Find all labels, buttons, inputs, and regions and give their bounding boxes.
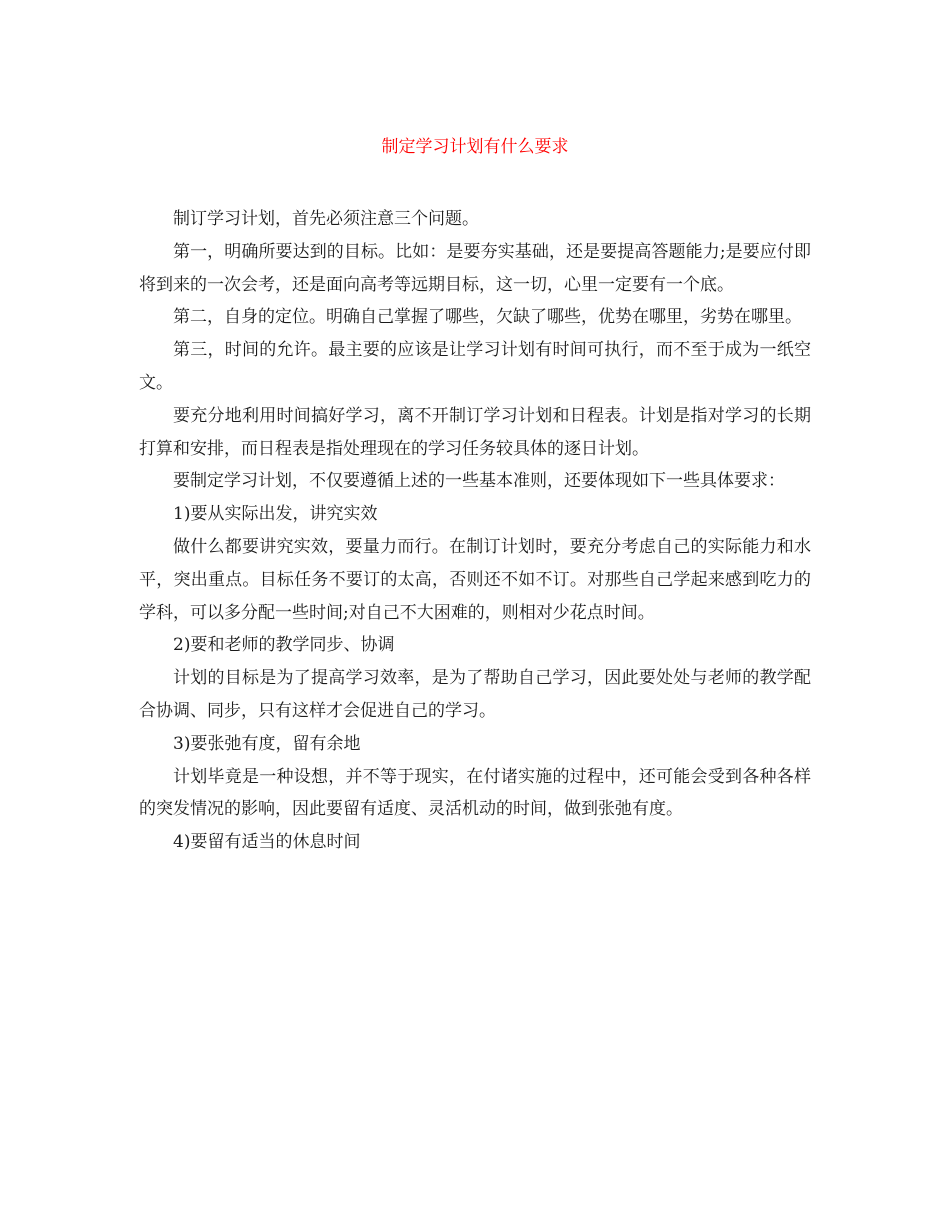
section-heading-1: 1)要从实际出发，讲究实效 xyxy=(173,504,378,525)
section-heading-4: 4)要留有适当的休息时间 xyxy=(173,832,361,853)
section-heading-3: 3)要张弛有度，留有余地 xyxy=(173,733,361,754)
document-body xyxy=(139,203,811,859)
paragraph-schedule: 要充分地利用时间搞好学习，离不开制订学习计划和日程表。计划是指对学习的长期打算和安排，而日程表是指处理现在的学习任务较具体的逐日计划。 xyxy=(139,405,811,459)
paragraph-first-point: 第一，明确所要达到的目标。比如：是要夯实基础，还是要提高答题能力;是要应付即将到来的一次会考，还是面向高考等远期目标，这一切，心里一定要有一个底。 xyxy=(139,241,811,295)
paragraph-section-1: 做什么都要讲究实效，要量力而行。在制订计划时，要充分考虑自己的实际能力和水平，突出重点。目标任务不要订的太高，否则还不如不订。对那些自己学起来感到吃力的学科，可以多分配一些时间;对自己不大困难的，则相对少花点时间。 xyxy=(139,536,811,623)
paragraph-third-point: 第三，时间的允许。最主要的应该是让学习计划有时间可执行，而不至于成为一纸空文。 xyxy=(139,340,811,393)
paragraph-intro: 制订学习计划，首先必须注意三个问题。 xyxy=(173,209,479,229)
paragraph-section-2: 计划的目标是为了提高学习效率，是为了帮助自己学习，因此要处处与老师的教学配合协调、同步，只有这样才会促进自己的学习。 xyxy=(139,668,811,721)
section-heading-2: 2)要和老师的教学同步、协调 xyxy=(173,635,395,656)
paragraph-requirements-intro: 要制定学习计划，不仅要遵循上述的一些基本准则，还要体现如下一些具体要求： xyxy=(173,471,785,492)
paragraph-section-3: 计划毕竟是一种设想，并不等于现实，在付诸实施的过程中，还可能会受到各种各样的突发情况的影响，因此要留有适度、灵活机动的时间，做到张弛有度。 xyxy=(139,766,811,820)
page-title: 制定学习计划有什么要求 xyxy=(381,137,569,157)
paragraph-second-point: 第二，自身的定位。明确自己掌握了哪些，欠缺了哪些，优势在哪里，劣势在哪里。 xyxy=(173,307,802,328)
